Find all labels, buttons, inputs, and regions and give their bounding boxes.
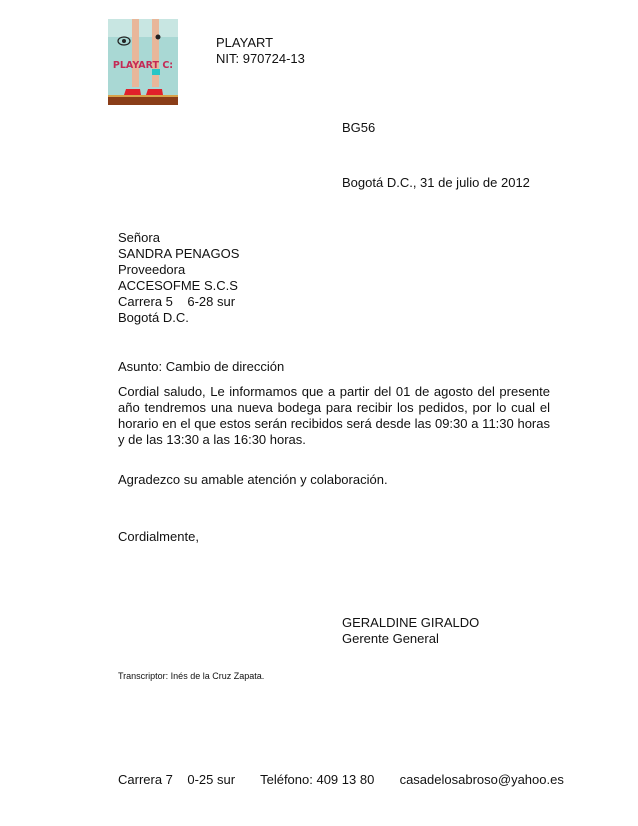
company-nit: NIT: 970724-13 xyxy=(216,51,305,66)
recipient-role: Proveedora xyxy=(118,262,186,277)
recipient-block xyxy=(118,230,239,326)
signature-block xyxy=(342,615,479,647)
company-logo xyxy=(108,19,178,105)
thanks-line: Agradezco su amable atención y colaboración. xyxy=(118,472,388,487)
recipient-salutation: Señora xyxy=(118,230,160,245)
footer-contact: Carrera 7 0-25 sur Teléfono: 409 13 80 casadelosabroso@yahoo.es xyxy=(118,772,564,787)
subject-line: Asunto: Cambio de dirección xyxy=(118,359,285,374)
transcriber-note: Transcriptor: Inés de la Cruz Zapata. xyxy=(118,671,265,681)
signer-title: Gerente General xyxy=(342,631,439,646)
closing-line: Cordialmente, xyxy=(118,529,199,544)
signer-name: GERALDINE GIRALDO xyxy=(342,615,480,630)
recipient-name: SANDRA PENAGOS xyxy=(118,246,240,261)
recipient-company: ACCESOFME S.C.S xyxy=(118,278,238,293)
letter-body: Cordial saludo, Le informamos que a partir del 01 de agosto del presente año tendremos una nueva bodega para recibir los pedidos, por lo cual el horario en el que estos serán recibidos será desde las 09:30 a 11:30 horas y de las 13:30 a las 16:30 horas. xyxy=(118,384,550,447)
reference-code: BG56 xyxy=(342,120,376,135)
date-line: Bogotá D.C., 31 de julio de 2012 xyxy=(342,175,530,190)
company-name: PLAYART xyxy=(216,35,274,50)
logo-text: PLAYART C: xyxy=(112,60,174,71)
company-info xyxy=(216,35,305,67)
recipient-city: Bogotá D.C. xyxy=(118,310,189,325)
recipient-address: Carrera 5 6-28 sur xyxy=(118,294,236,309)
